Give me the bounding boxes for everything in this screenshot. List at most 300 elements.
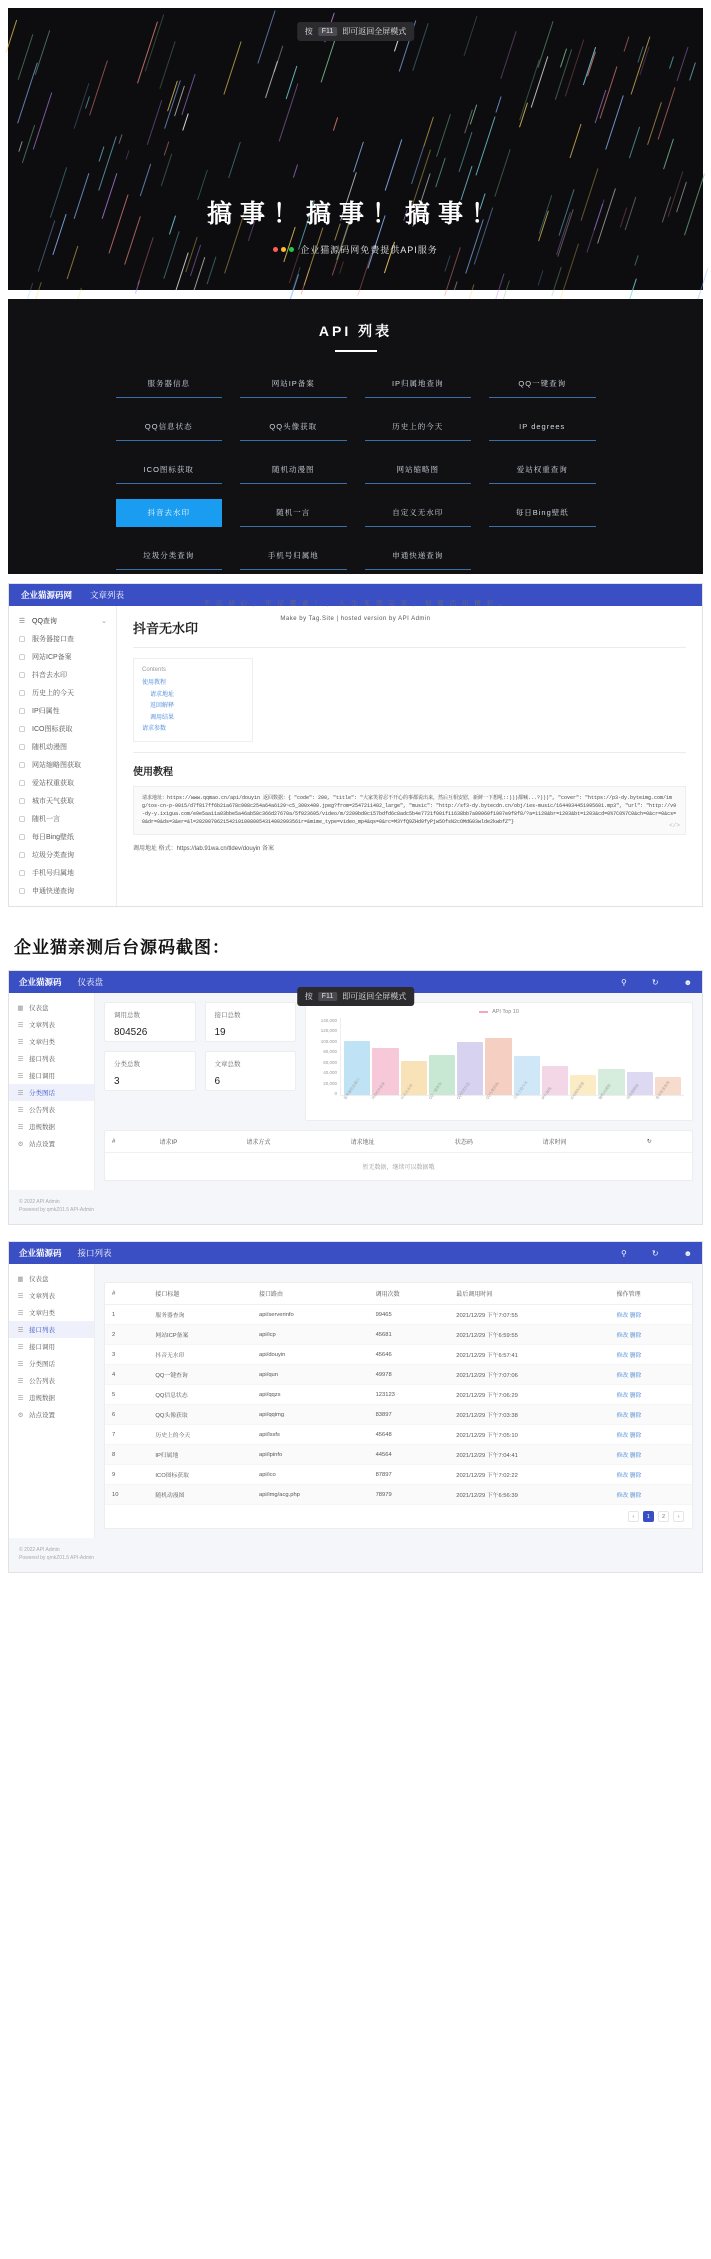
admin-sidebar[interactable] [9,1264,95,1538]
docs-brand[interactable]: 企业猫源码网 [21,590,73,600]
x-tick-label: QQ头像获取 [484,1081,500,1101]
menu-icon: ☰ [17,1106,24,1114]
footer-powered: Powered by qmkZ01.5 API-Admin [19,1555,95,1561]
row-actions[interactable]: 修改 删除 [610,1385,692,1405]
menu-icon: ☰ [17,1055,24,1063]
docs-sidebar[interactable] [9,606,117,906]
api-list-heading: API 列表 [318,323,393,339]
admin-sidebar-item[interactable] [9,1389,94,1406]
admin-sidebar-item[interactable] [9,1406,94,1423]
table-header-cell: 调用次数 [369,1283,450,1305]
table-header-cell: 接口标题 [148,1283,252,1305]
fullscreen-tip-prefix: 按 [304,992,313,1001]
admin-dashboard-window [8,970,703,1225]
admin-sidebar-item-label: 分类图话 [29,1090,55,1097]
api-item[interactable]: ICO图标获取 [116,456,223,484]
docs-sidebar-item-label: 随机动漫图 [32,744,67,751]
y-tick-label: 0 [334,1090,337,1096]
section-heading: 企业猫亲测后台源码截图： [14,938,230,957]
docs-note: 调用地址 格式：https://lab.91wa.cn/tldev/douyin 备案 [133,846,275,853]
table-cell: 2021/12/29 下午7:02:22 [449,1465,609,1485]
admin-topbar [9,1242,702,1264]
table-cell: 5 [105,1385,148,1405]
stat-label: 调用总数 [114,1012,140,1019]
docs-sidebar-item-label: 爱站权重获取 [32,780,74,787]
row-actions[interactable]: 修改 删除 [610,1405,692,1425]
admin-sidebar-item-label: 分类图话 [29,1361,55,1368]
docs-code-block [133,786,686,835]
table-cell: IP归属地 [148,1445,252,1465]
footer-copyright: © 2022 API Admin [19,1547,60,1553]
table-cell: 4 [105,1365,148,1385]
user-icon[interactable]: ☻ [683,977,692,987]
admin-brand[interactable]: 企业猫源码 [19,977,62,987]
admin-brand[interactable]: 企业猫源码 [19,1248,62,1258]
table-cell: 2021/12/29 下午6:57:41 [449,1345,609,1365]
x-tick-label: QQ一键查询 [427,1081,443,1101]
table-row[interactable] [105,1425,692,1445]
refresh-icon[interactable]: ↻ [651,977,659,987]
x-tick-label: QQ信息状态 [456,1081,472,1101]
table-row[interactable] [105,1405,692,1425]
y-tick-label: 20,000 [323,1080,337,1086]
row-actions[interactable]: 修改 删除 [610,1365,692,1385]
menu-icon: ☰ [17,1089,24,1097]
table-cell: 8 [105,1445,148,1465]
y-tick-label: 60,000 [323,1059,337,1065]
admin-sidebar-item-label: 违规数据 [29,1124,55,1131]
admin-sidebar-item[interactable] [9,999,94,1016]
fullscreen-tip [297,987,415,1006]
docs-window [8,583,703,907]
table-row[interactable] [105,1465,692,1485]
traffic-light-dots [273,247,294,252]
docs-sidebar-item-label: 随机一言 [32,816,60,823]
menu-icon: ☰ [17,1360,24,1368]
table-cell: api/qqzs [252,1385,369,1405]
list-icon: ▢ [18,834,26,841]
y-tick-label: 80,000 [323,1049,337,1055]
table-row[interactable] [105,1325,692,1345]
x-tick-label: IP归属地 [541,1086,553,1101]
x-tick-label: 服务器信息接口 [343,1077,361,1101]
api-item[interactable]: 网站缩略图 [365,456,472,484]
list-icon: ▢ [18,870,26,877]
table-row[interactable] [105,1365,692,1385]
table-cell: 7 [105,1425,148,1445]
row-actions[interactable]: 修改 删除 [610,1465,692,1485]
docs-sidebar-item[interactable] [9,864,116,882]
admin-sidebar-item[interactable] [9,1135,94,1152]
table-header-cell: 接口路由 [252,1283,369,1305]
table-header-row [105,1283,692,1305]
docs-sidebar-item-label: 每日Bing壁纸 [32,834,75,841]
admin-main [95,993,702,1190]
api-grid[interactable] [116,370,596,570]
search-icon[interactable]: ⚲ [621,977,627,987]
table-cell: 83897 [369,1405,450,1425]
row-actions[interactable]: 修改 删除 [610,1345,692,1365]
table-row[interactable] [105,1485,692,1505]
footer-powered: Powered by qmkZ01.5 API-Admin [19,1207,95,1213]
table-cell: 9 [105,1465,148,1485]
docs-sidebar-item[interactable] [9,738,116,756]
docs-sidebar-item[interactable] [9,846,116,864]
docs-sidebar-item-label: 手机号归属地 [32,870,74,877]
api-top10-chart [305,1002,693,1121]
admin-sidebar-item-label: 文章列表 [29,1022,55,1029]
admin-sidebar-item[interactable] [9,1016,94,1033]
docs-nav-articles[interactable]: 文章列表 [90,590,125,600]
admin-sidebar-item[interactable] [9,1084,94,1101]
search-icon[interactable]: ⚲ [621,1248,627,1258]
contents-item[interactable]: 调用结果 [150,714,175,721]
table-cell: 99465 [369,1305,450,1325]
menu-icon: ☰ [17,1072,24,1080]
table-cell: api/img/acg.php [252,1485,369,1505]
hero-title: 搞事！搞事！搞事！ [206,200,504,228]
table-cell: 2021/12/29 下午7:07:55 [449,1305,609,1325]
hero-subtitle-wrap [273,243,438,256]
row-actions[interactable]: 修改 删除 [610,1305,692,1325]
table-cell: api/douyin [252,1345,369,1365]
admin-nav-dashboard[interactable]: 仪表盘 [77,977,104,987]
footer-copyright: © 2022 API Admin [19,1199,60,1205]
stat-label: 分类总数 [114,1061,140,1068]
table-cell: api/lssfs [252,1425,369,1445]
refresh-icon[interactable]: ↻ [651,1248,659,1258]
table-cell: 2021/12/29 下午6:56:39 [449,1485,609,1505]
pagination-item[interactable]: 1 [643,1511,654,1522]
code-copy-icon[interactable]: </> [669,822,680,830]
table-empty-text: 暂无数据，继续可以数据哦 [362,1165,435,1171]
admin-sidebar-item-label: 接口调用 [29,1344,55,1351]
api-item[interactable]: 每日Bing壁纸 [489,499,596,527]
menu-icon: ☰ [17,1123,24,1131]
admin-sidebar-item[interactable] [9,1304,94,1321]
list-icon: ▢ [18,762,26,769]
table-header-cell: # [105,1131,153,1153]
pagination-item[interactable]: 2 [658,1511,669,1522]
table-row[interactable] [105,1345,692,1365]
admin-sidebar-item[interactable] [9,1050,94,1067]
menu-icon: ☰ [17,1326,24,1334]
table-header-cell: 请求地址 [344,1131,448,1153]
docs-sidebar-item[interactable] [9,702,116,720]
table-cell: 抖音无水印 [148,1345,252,1365]
docs-sidebar-item[interactable] [9,684,116,702]
admin-interface-list-window [8,1241,703,1573]
hero-center [8,194,703,257]
fullscreen-tip-key: F11 [318,27,338,36]
x-tick-label: 网站缩略图 [626,1083,640,1101]
list-icon: ▢ [18,654,26,661]
fullscreen-tip [297,22,415,41]
menu-icon: ☰ [17,1292,24,1300]
docs-sidebar-item[interactable] [9,756,116,774]
docs-main [117,606,702,906]
api-item[interactable]: 随机一言 [240,499,347,527]
api-item[interactable]: QQ一键查询 [489,370,596,398]
docs-sidebar-item[interactable] [9,648,116,666]
contents-item[interactable]: 请求参数 [142,725,167,732]
table-cell: 2021/12/29 下午7:04:41 [449,1445,609,1465]
table-cell: 10 [105,1485,148,1505]
contents-item[interactable]: 使用教程 [142,680,167,687]
table-cell: api/qun [252,1365,369,1385]
docs-sidebar-item-label: 申通快递查询 [32,888,74,895]
admin-sidebar-item-label: 公告列表 [29,1107,55,1114]
api-item[interactable]: 历史上的今天 [365,413,472,441]
list-icon: ▢ [18,690,26,697]
menu-icon: ☰ [17,1021,24,1029]
y-tick-label: 120,000 [320,1028,337,1034]
admin-sidebar-item-label: 站点设置 [29,1141,55,1148]
row-actions[interactable]: 修改 删除 [610,1445,692,1465]
table-cell: QQ信息状态 [148,1385,252,1405]
stat-value: 804526 [114,1027,148,1038]
admin-sidebar-item-label: 违规数据 [29,1395,55,1402]
menu-icon: ☰ [17,1038,24,1046]
hero-banner [8,8,703,290]
x-tick-label: 爱站权重查询 [654,1080,671,1101]
docs-sidebar-item[interactable] [9,630,116,648]
admin-sidebar-item[interactable] [9,1287,94,1304]
api-footnote: 不 忘 初 心 ， 牢 记 使 命 ！ ， 人 生 无 需 完 美 ， 但 要 活 出 精 彩 。 [203,600,508,607]
docs-sidebar-item-label: ICO图标获取 [32,726,73,733]
fullscreen-tip-key: F11 [318,992,338,1001]
contents-item[interactable]: 请求地址 [150,691,175,698]
table-header-row [105,1131,692,1153]
table-cell: 87897 [369,1465,450,1485]
chevron-down-icon[interactable]: ⌄ [101,618,107,625]
table-row[interactable] [105,1385,692,1405]
api-item[interactable]: 抖音去水印 [116,499,223,527]
admin-sidebar-item-label: 文章归类 [29,1039,55,1046]
y-tick-label: 100,000 [320,1038,337,1044]
x-tick-label: 抖音去水印 [399,1083,414,1101]
x-tick-label: 网站ICP备案 [371,1081,387,1101]
table-cell: api/icp [252,1325,369,1345]
api-item[interactable]: 自定义无水印 [365,499,472,527]
table-cell: ICO图标获取 [148,1465,252,1485]
stat-card [104,1051,196,1091]
heading-rule [335,350,377,352]
table-cell: 2021/12/29 下午7:05:10 [449,1425,609,1445]
menu-icon: ☰ [17,1309,24,1317]
menu-icon: ▦ [17,1275,24,1283]
api-item[interactable]: IP归属地查询 [365,370,472,398]
table-cell: 6 [105,1405,148,1425]
api-item[interactable]: IP degrees [489,413,596,441]
list-icon: ▢ [18,636,26,643]
admin-sidebar-item[interactable] [9,1372,94,1389]
row-actions[interactable]: 修改 删除 [610,1325,692,1345]
x-tick-label: 历史上的今天 [512,1080,529,1101]
stat-value: 6 [214,1076,221,1087]
table-cell: api/ico [252,1465,369,1485]
admin-sidebar-item[interactable] [9,1101,94,1118]
menu-icon: ☰ [17,1343,24,1351]
pagination[interactable] [105,1505,692,1528]
fullscreen-tip-text: 即可返回全屏模式 [342,992,407,1001]
docs-sidebar-item[interactable] [9,810,116,828]
table-cell: 78979 [369,1485,450,1505]
admin-sidebar-item-label: 接口列表 [29,1327,55,1334]
admin-sidebar[interactable] [9,993,95,1190]
menu-icon: ☰ [17,1394,24,1402]
row-actions[interactable]: 修改 删除 [610,1425,692,1445]
menu-icon: ▦ [17,1004,24,1012]
chart-y-axis [314,1018,340,1096]
table-cell: api/serverinfo [252,1305,369,1325]
table-cell: QQ头像获取 [148,1405,252,1425]
api-item[interactable]: 垃圾分类查询 [116,542,223,570]
docs-sidebar-item[interactable] [9,882,116,900]
list-icon: ▢ [18,672,26,679]
table-header-cell: 状态码 [448,1131,536,1153]
stat-value: 19 [214,1027,226,1038]
docs-code-text: 请求地址：https://www.qqmao.cn/api/douyin 返回数据：{ "code": 200, "title": "大家笑着忍不开心的事都说出来，然后互相安慰，新鲜一下想吼::)))都喊...?)))", "cover": "https://p3-dy.byteimg.com/img/tos-cn-p-0015/d7f817ff6b21a678c908c254a64a6129~c5_300x400.jpeg?from=2547211402_large", "music": "http://sf3-dy.bytecdn.cn/obj/ies-music/1644934451995601.mp3", "url": "http://v9-dy-y.ixigua.com/e9e5aa11a03bbe5a46ab58c366d27670a/5f023605/video/m/2209bd0c157bdfd6c8adc5b4e7721f001f11638bb7a00060f1907e9f8f8/?a=1128&br=1203&bt=1203&cd=0%7C0%7C0&ch=0&cr=0&cs=0&dr=0&ds=3&er=&l=20200706215421018080054314002993561r=&mime_type=video_mp4&qs=0&rc=M3YfQ9ZHd9fyPjw5OfsN2cOMdG03wlde2kwbfZ"} [142,795,677,825]
admin-sidebar-item-label: 仪表盘 [29,1276,49,1283]
y-tick-label: 140,000 [320,1018,337,1023]
table-cell: 2021/12/29 下午7:07:06 [449,1365,609,1385]
table-header-cell: 操作管理 [610,1283,692,1305]
stat-label: 接口总数 [214,1012,241,1019]
y-tick-label: 40,000 [323,1070,337,1076]
api-item[interactable]: 网站IP备案 [240,370,347,398]
admin-sidebar-item[interactable] [9,1067,94,1084]
list-icon: ▢ [18,744,26,751]
docs-sidebar-item[interactable] [9,774,116,792]
screenshot-page [0,8,711,1573]
admin-sidebar-item[interactable] [9,1321,94,1338]
stat-card [205,1002,297,1042]
legend-swatch [479,1011,488,1013]
table-header-cell: ↻ [640,1131,692,1153]
admin-sidebar-item-label: 接口列表 [29,1056,55,1063]
admin-sidebar-item[interactable] [9,1338,94,1355]
table-header-cell: # [105,1283,148,1305]
menu-icon: ☰ [17,1377,24,1385]
table-row[interactable] [105,1305,692,1325]
legend-label: API Top 10 [492,1009,519,1015]
x-tick-label: ICO图标获取 [569,1080,585,1101]
docs-sidebar-item-label: QQ查询 [32,618,57,625]
request-log-table [104,1130,693,1181]
admin-sidebar-item-label: 文章归类 [29,1310,55,1317]
docs-page-title: 抖音无水印 [133,621,199,636]
admin-sidebar-item[interactable] [9,1118,94,1135]
row-actions[interactable]: 修改 删除 [610,1485,692,1505]
docs-sidebar-item-label: 网站ICP备案 [32,654,72,661]
table-cell: 45681 [369,1325,450,1345]
table-cell: 3 [105,1345,148,1365]
table-cell: 1 [105,1305,148,1325]
list-icon: ▢ [18,798,26,805]
table-cell: 2 [105,1325,148,1345]
contents-item[interactable]: 返回解释 [150,703,175,710]
admin-footer [9,1190,702,1224]
table-cell: 服务器查询 [148,1305,252,1325]
fullscreen-tip-text: 即可返回全屏模式 [342,27,407,36]
table-header-cell: 请求IP [153,1131,240,1153]
contents-title: Contents [142,667,167,673]
fullscreen-tip-prefix: 按 [304,27,313,36]
docs-sidebar-item[interactable] [9,828,116,846]
api-item[interactable]: 手机号归属地 [240,542,347,570]
table-cell: QQ一键查询 [148,1365,252,1385]
menu-icon: ⚙ [17,1411,24,1419]
list-icon: ▢ [18,726,26,733]
list-icon: ☰ [18,618,26,625]
table-cell: 历史上的今天 [148,1425,252,1445]
table-cell: 44564 [369,1445,450,1465]
stat-label: 文章总数 [214,1061,241,1068]
table-cell: 123123 [369,1385,450,1405]
table-cell: 网站ICP备案 [148,1325,252,1345]
user-icon[interactable]: ☻ [683,1248,692,1258]
list-icon: ▢ [18,780,26,787]
admin-sidebar-item[interactable] [9,1033,94,1050]
docs-sidebar-item-label: IP归属性 [32,708,60,715]
docs-sidebar-item-label: 网站缩略图获取 [32,762,81,769]
docs-sidebar-item-label: 垃圾分类查询 [32,852,74,859]
pagination-item[interactable]: › [673,1511,684,1522]
table-header-cell: 请求方式 [239,1131,343,1153]
table-row[interactable] [105,1445,692,1465]
admin-sidebar-item-label: 仪表盘 [29,1005,49,1012]
api-item[interactable]: 随机动漫图 [240,456,347,484]
list-icon: ▢ [18,708,26,715]
table-header-cell: 请求时间 [536,1131,640,1153]
docs-sidebar-item[interactable] [9,666,116,684]
admin-sidebar-item-label: 站点设置 [29,1412,55,1419]
stat-card [205,1051,297,1091]
admin-nav-interfaces[interactable]: 接口列表 [77,1248,112,1258]
docs-sidebar-item[interactable] [9,720,116,738]
divider [133,647,686,648]
docs-section-title: 使用教程 [133,767,173,779]
table-cell: 2021/12/29 下午7:06:29 [449,1385,609,1405]
divider [133,752,686,753]
contents-box [133,658,253,742]
admin-sidebar-item-label: 文章列表 [29,1293,55,1300]
pagination-item[interactable]: ‹ [628,1511,639,1522]
api-item[interactable]: QQ头像获取 [240,413,347,441]
api-item[interactable]: 申通快递查询 [365,542,472,570]
admin-sidebar-item[interactable] [9,1270,94,1287]
api-item[interactable]: 服务器信息 [116,370,223,398]
table-cell: 45648 [369,1425,450,1445]
admin-main [95,1264,702,1538]
stat-card [104,1002,196,1042]
docs-sidebar-item-label: 城市天气获取 [32,798,74,805]
x-tick-label: 随机动漫图 [597,1083,612,1101]
api-item[interactable]: 爱站权重查询 [489,456,596,484]
api-item[interactable]: QQ信息状态 [116,413,223,441]
table-cell: 随机动漫图 [148,1485,252,1505]
docs-sidebar-item-label: 服务器接口查 [32,636,74,643]
interface-table [104,1282,693,1529]
admin-sidebar-item[interactable] [9,1355,94,1372]
docs-sidebar-item-label: 抖音去水印 [32,672,67,679]
table-cell: 2021/12/29 下午7:03:38 [449,1405,609,1425]
docs-sidebar-item[interactable] [9,792,116,810]
list-icon: ▢ [18,816,26,823]
table-body [105,1305,692,1505]
admin-sidebar-item-label: 接口调用 [29,1073,55,1080]
